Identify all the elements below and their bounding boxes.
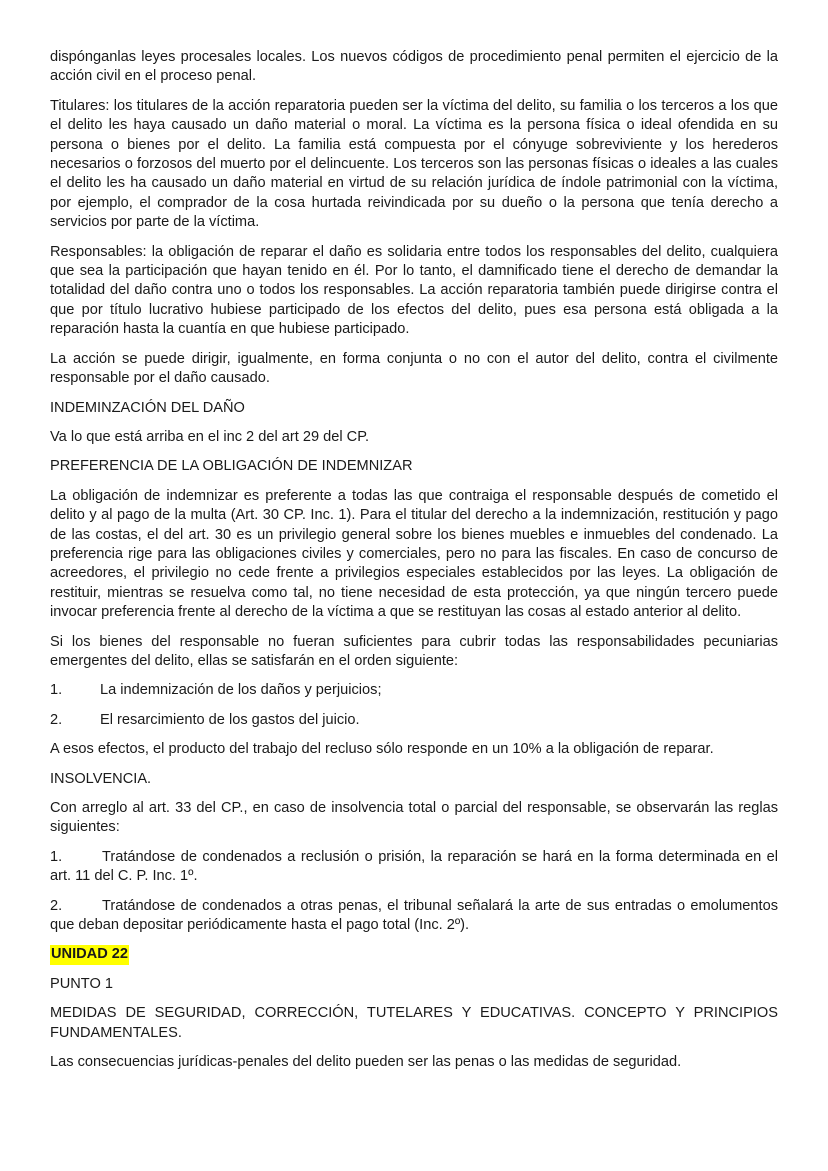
unit-heading-wrapper xyxy=(50,945,778,964)
list-item-number: 2. xyxy=(50,711,63,728)
paragraph-titulares: Titulares: los titulares de la acción reparatoria pueden ser la víctima del delito, su familia o los terceros a los que el delito les haya causado un daño material o moral. La víctima es la persona física o ideal ofendida en su persona o bienes por el delito. La familia está compuesta por el cónyuge sobreviviente y los herederos necesarios o forzosos del muerto por el delincuente. Los terceros son las personas físicas o ideales a las cuales el delito les ha causado un daño material en virtud de su relación jurídica de índole patrimonial con la víctima, por ejemplo, el comprador de la cosa hurtada reivindicada por su dueño o la persona que tenía derecho a servicios por parte de la víctima. xyxy=(50,97,778,231)
paragraph-trabajo-recluso: A esos efectos, el producto del trabajo del recluso sólo responde en un 10% a la obligación de reparar. xyxy=(50,741,714,758)
unit-heading: UNIDAD 22 xyxy=(50,945,129,964)
list-item xyxy=(50,681,778,700)
list-item-text: El resarcimiento de los gastos del juicio. xyxy=(100,711,360,728)
list-item xyxy=(50,848,778,887)
list-item xyxy=(50,897,778,936)
list-item xyxy=(50,711,778,730)
list-item-number: 1. xyxy=(50,848,63,865)
list-item-text: Tratándose de condenados a otras penas, el tribunal señalará la arte de sus entradas o emolumentos que deban depositar periódicamente hasta el pago total (Inc. 2º). xyxy=(50,897,778,934)
paragraph-preferencia: La obligación de indemnizar es preferente a todas las que contraiga el responsable después de cometido el delito y al pago de la multa (Art. 30 CP. Inc. 1). Para el titular del derecho a la indemnización, restitución y pago de las costas, el del art. 30 es un privilegio general sobre los bienes muebles e inmuebles del condenado. La preferencia rige para las obligaciones civiles y comerciales, pero no para las fiscales. En caso de concurso de acreedores, el privilegio no cede frente a privilegios especiales establecidos por las leyes. La obligación de restituir, mientras se resuelva como tal, no tiene necesidad de esta protección, ya que ningún tercero puede invocar preferencia frente al derecho de la víctima a que se restituyan las cosas al estado anterior al delito. xyxy=(50,487,778,621)
heading-insolvencia: INSOLVENCIA. xyxy=(50,770,152,787)
paragraph-art-33: Con arreglo al art. 33 del CP., en caso de insolvencia total o parcial del responsable, se observarán las reglas siguientes: xyxy=(50,800,778,836)
list-item-text: La indemnización de los daños y perjuicios; xyxy=(100,682,382,699)
paragraph-orden: Si los bienes del responsable no fueran suficientes para cubrir todas las responsabilidades pecuniarias emergentes del delito, ellas se satisfarán en el orden siguiente: xyxy=(50,633,778,669)
paragraph-consecuencias: Las consecuencias jurídicas-penales del delito pueden ser las penas o las medidas de seguridad. xyxy=(50,1054,682,1071)
list-item-text: Tratándose de condenados a reclusión o prisión, la reparación se hará en la forma determinada en el art. 11 del C. P. Inc. 1º. xyxy=(50,848,778,885)
paragraph-responsables: Responsables: la obligación de reparar el daño es solidaria entre todos los responsables del delito, cualquiera que sea la participación que hayan tenido en él. Por lo tanto, el damnificado tiene el derecho de demandar la totalidad del daño contra uno o todos los responsables. La acción reparatoria también puede dirigirse contra el que por título lucrativo hubiese participado de los efectos del delito, pues esa persona está obligada a la reparación hasta la cuantía en que hubiese participado. xyxy=(50,243,778,338)
heading-medidas: MEDIDAS DE SEGURIDAD, CORRECCIÓN, TUTELARES Y EDUCATIVAS. CONCEPTO Y PRINCIPIOS FUNDAMENTALES. xyxy=(50,1005,778,1041)
heading-preferencia: PREFERENCIA DE LA OBLIGACIÓN DE INDEMNIZAR xyxy=(50,458,413,475)
list-item-number: 1. xyxy=(50,682,63,699)
heading-indemnizacion: INDEMINZACIÓN DEL DAÑO xyxy=(50,399,245,416)
paragraph-civil-action: dispónganlas leyes procesales locales. Los nuevos códigos de procedimiento penal permiten el ejercicio de la acción civil en el proceso penal. xyxy=(50,49,778,85)
paragraph-accion-conjunta: La acción se puede dirigir, igualmente, en forma conjunta o no con el autor del delito, contra el civilmente responsable por el daño causado. xyxy=(50,350,778,387)
heading-punto: PUNTO 1 xyxy=(50,975,113,992)
paragraph-art-29: Va lo que está arriba en el inc 2 del art 29 del CP. xyxy=(50,428,370,445)
list-item-number: 2. xyxy=(50,897,63,914)
